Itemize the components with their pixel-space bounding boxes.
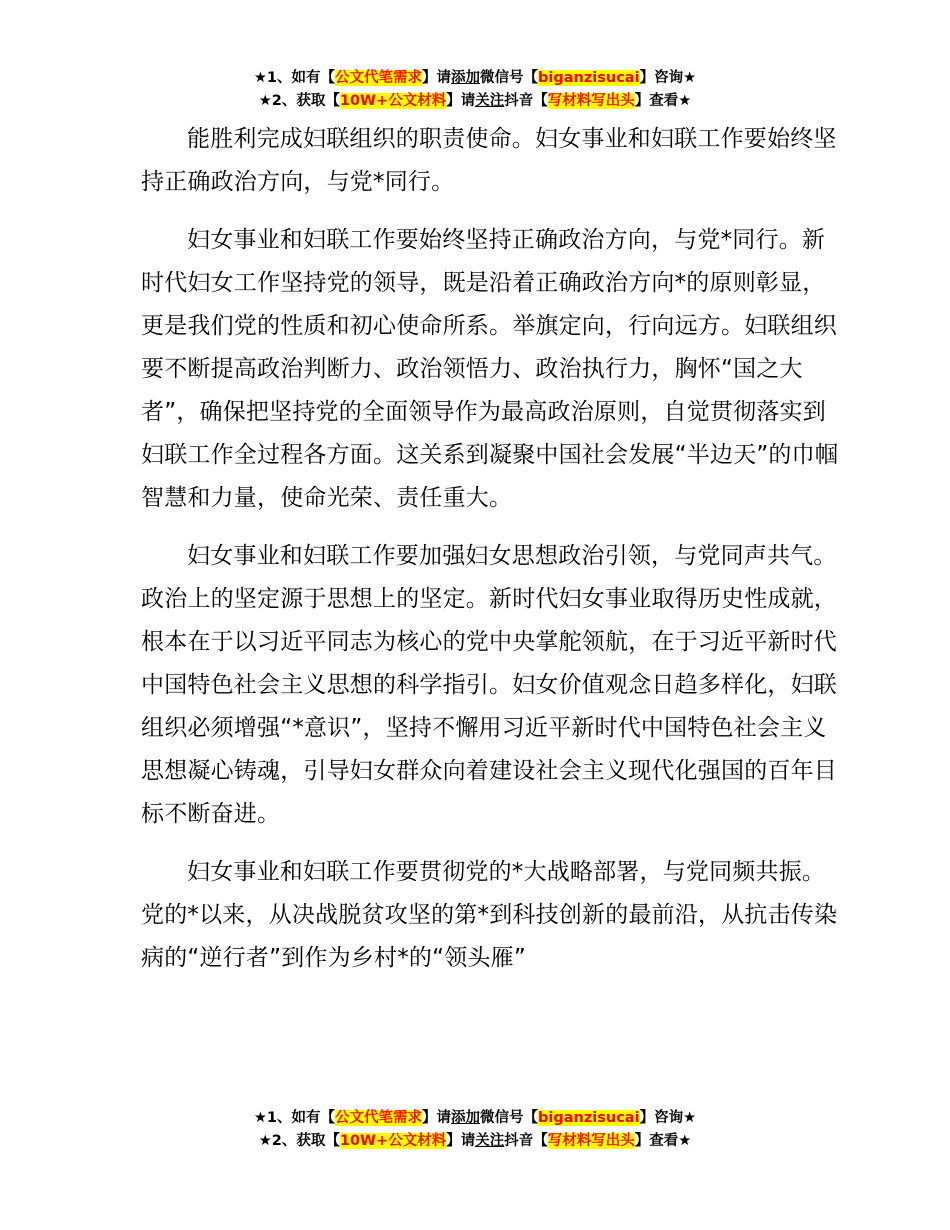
banner-text: ★2、获取【 [258, 1133, 340, 1149]
banner-underline: 关注 [475, 1133, 505, 1149]
document-body [141, 118, 841, 995]
banner-text: 】请 [446, 1133, 476, 1149]
banner-text: 抖音【 [504, 1133, 548, 1149]
banner-text: 】查看★ [634, 1133, 692, 1149]
banner-highlight: biganzisucai [538, 1110, 640, 1126]
paragraph: 妇女事业和妇联工作要加强妇女思想政治引领，与党同声共气。政治上的坚定源于思想上的坚定。新时代妇女事业取得历史性成就，根本在于以习近平同志为核心的党中央掌舵领航，在于习近平新时代中国特色社会主义思想的科学指引。妇女价值观念日趋多样化，妇联组织必须增强“*意识”，坚持不懈用习近平新时代中国特色社会主义思想凝心铸魂，引导妇女群众向着建设社会主义现代化强国的百年目标不断奋进。 [141, 543, 837, 827]
banner-text: 】请 [422, 1110, 452, 1126]
banner-text: ★1、如有【 [253, 1110, 336, 1126]
header-banner [0, 67, 950, 113]
banner-highlight: 10W+公文材料 [339, 93, 447, 109]
banner-highlight: biganzisucai [538, 70, 640, 86]
paragraph: 妇女事业和妇联工作要始终坚持正确政治方向，与党*同行。新时代妇女工作坚持党的领导，既是沿着正确政治方向*的原则彰显，更是我们党的性质和初心使命所系。举旗定向，行向远方。妇联组织要不断提高政治判断力、政治领悟力、政治执行力，胸怀“国之大者”，确保把坚持党的全面领导作为最高政治原则，自觉贯彻落实到妇联工作全过程各方面。这关系到凝聚中国社会发展“半边天”的巾帼智慧和力量，使命光荣、责任重大。 [141, 227, 839, 511]
banner-text: ★2、获取【 [258, 93, 340, 109]
banner-highlight: 10W+公文材料 [339, 1133, 447, 1149]
banner-text: 】咨询★ [639, 1110, 697, 1126]
banner-text: 】请 [422, 70, 452, 86]
paragraph: 妇女事业和妇联工作要贯彻党的*大战略部署，与党同频共振。党的*以来，从决战脱贫攻坚的第*到科技创新的最前沿，从抗击传染病的“逆行者”到作为乡村*的“领头雁” [141, 859, 838, 971]
banner-underline: 添加 [451, 1110, 481, 1126]
paragraph: 能胜利完成妇联组织的职责使命。妇女事业和妇联工作要始终坚持正确政治方向，与党*同行。 [141, 126, 837, 195]
banner-text: 】咨询★ [639, 70, 697, 86]
banner-line-2 [0, 90, 950, 113]
footer-banner [0, 1107, 950, 1153]
banner-text: 微信号【 [480, 1110, 539, 1126]
banner-text: 抖音【 [504, 93, 548, 109]
banner-line-2 [0, 1130, 950, 1153]
banner-text: ★1、如有【 [253, 70, 336, 86]
banner-text: 微信号【 [480, 70, 539, 86]
banner-highlight: 公文代笔需求 [335, 1110, 423, 1126]
banner-highlight: 公文代笔需求 [335, 70, 423, 86]
banner-line-1 [0, 67, 950, 90]
banner-underline: 添加 [451, 70, 481, 86]
banner-highlight: 写材料写出头 [547, 93, 635, 109]
banner-text: 】请 [446, 93, 476, 109]
banner-underline: 关注 [475, 93, 505, 109]
banner-highlight: 写材料写出头 [547, 1133, 635, 1149]
banner-text: 】查看★ [634, 93, 692, 109]
banner-line-1 [0, 1107, 950, 1130]
